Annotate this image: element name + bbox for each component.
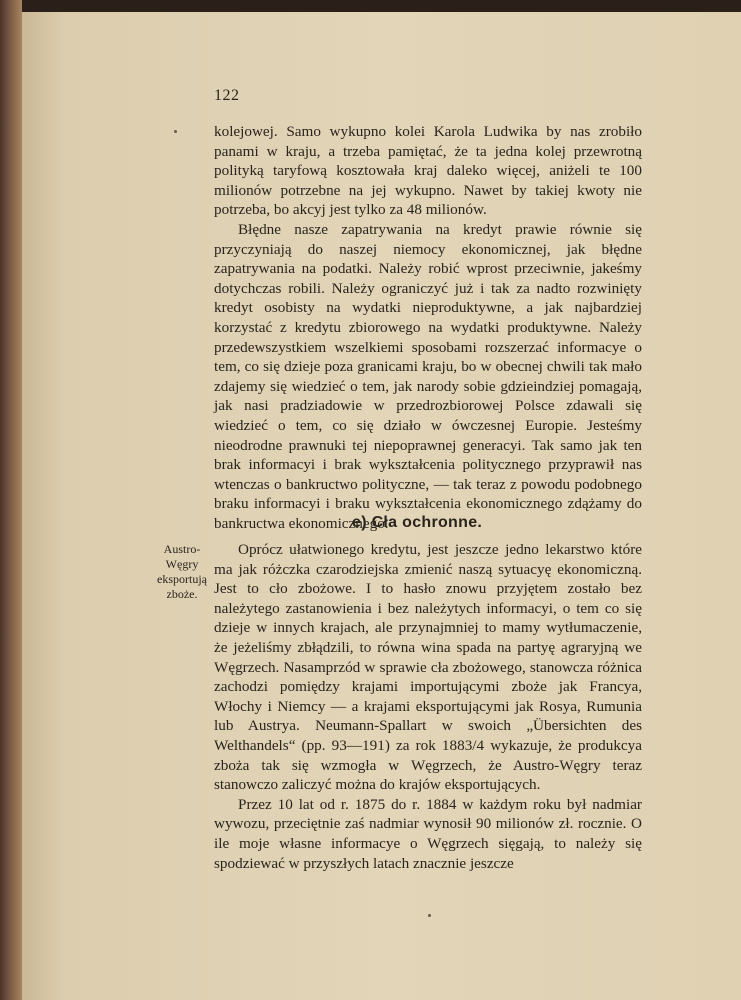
- page-number: 122: [214, 87, 240, 104]
- paper-speck: [174, 130, 177, 133]
- margin-note-line: Austro-: [163, 542, 201, 556]
- book-page: [22, 12, 741, 1000]
- margin-note-line: zboże.: [166, 587, 198, 601]
- paragraph: Błędne nasze zapatrywania na kredyt prawie równie się przyczyniają do naszej niemocy ekonomicznej, jak błędne zapatrywania na podatki. Należy robić wprost przeciwnie, jakeśmy dotychczas robili. Należy ograniczyć już i tak za nadto rozwinięty kredyt osobisty na wydatki nieproduktywne, a jak najbardziej korzystać z kredytu zbiorowego na wydatki produktywne. Należy przedewszystkiem wszelkiemi sposobami rozszerzać informacye o tem, co się dzieje poza granicami kraju, bo w obecnej chwili tak mało zdajemy się wiedzieć o tem, jak narody sobie gdzieindziej pomagają, jak nasi pradziadowie w przedrozbiorowej Polsce zdawali się wiedzieć o tem, co się działo w ówczesnej Europie. Jesteśmy nieodrodne prawnuki tej niepoprawnej generacyi. Tak samo jak ten brak informacyi i brak wykształcenia politycznego przyprawił nas wtenczas o bankructwo polityczne, — tak teraz z powodu podobnego braku informacyi i braku wykształcenia ekonomicznego zdążamy do bankructwa ekonomicznego.: [214, 220, 642, 532]
- margin-note: [142, 542, 222, 602]
- paragraph: Oprócz ułatwionego kredytu, jest jeszcze jedno lekarstwo które ma jak różczka czarodziejska zmienić naszą sytuacyę ekonomiczną. Jest to cło zbożowe. I to hasło znowu przyjętem zostało bez należytego zastanowienia i bez należytych informacyi, o tem co się dzieje w innych krajach, ale przynajmniej to mamy wytłumaczenie, że jeżeliśmy zbłądzili, to równa wina spada na partyę agraryjną we Węgrzech. Nasamprzód w sprawie cła zbożowego, stanowcza różnica zachodzi pomiędzy krajami importującymi zboże jak Francya, Włochy i Niemcy — a krajami eksportującymi jak Rosya, Rumunia lub Austrya. Neumann-Spallart w swoich „Übersichten des Welthandels“ (pp. 93—191) za rok 1883/4 wykazuje, że produkcya zboża tak się wzmogła w Węgrzech, że Austro-Węgry teraz stanowczo zaliczyć można do krajów eksportujących.: [214, 541, 642, 794]
- margin-note-line: Węgry: [165, 557, 199, 571]
- section-heading: e) Cła ochronne.: [352, 514, 483, 531]
- book-edge: [0, 0, 22, 1000]
- margin-note-line: eksportują: [157, 572, 207, 586]
- paragraph: Przez 10 lat od r. 1875 do r. 1884 w każdym roku był nadmiar wywozu, przeciętnie zaś nadmiar wynosił 90 milionów zł. rocznie. O ile moje własne informacye o Węgrzech sięgają, to należy się spodziewać w przyszłych latach znacznie jeszcze: [214, 795, 642, 872]
- paper-speck: [428, 914, 431, 917]
- text-block-lower: [214, 540, 642, 873]
- text-block-upper: [214, 122, 642, 533]
- paragraph: kolejowej. Samo wykupno kolei Karola Ludwika by nas zrobiło panami w kraju, a trzeba pamiętać, że ta jedna kolej przewrotną polityką taryfową kosztowała kraj daleko więcej, aniżeli te 100 milionów potrzebne na jej wykupno. Nawet by takiej kwoty nie potrzeba, bo akcyj jest tylko za 48 milionów.: [214, 123, 642, 219]
